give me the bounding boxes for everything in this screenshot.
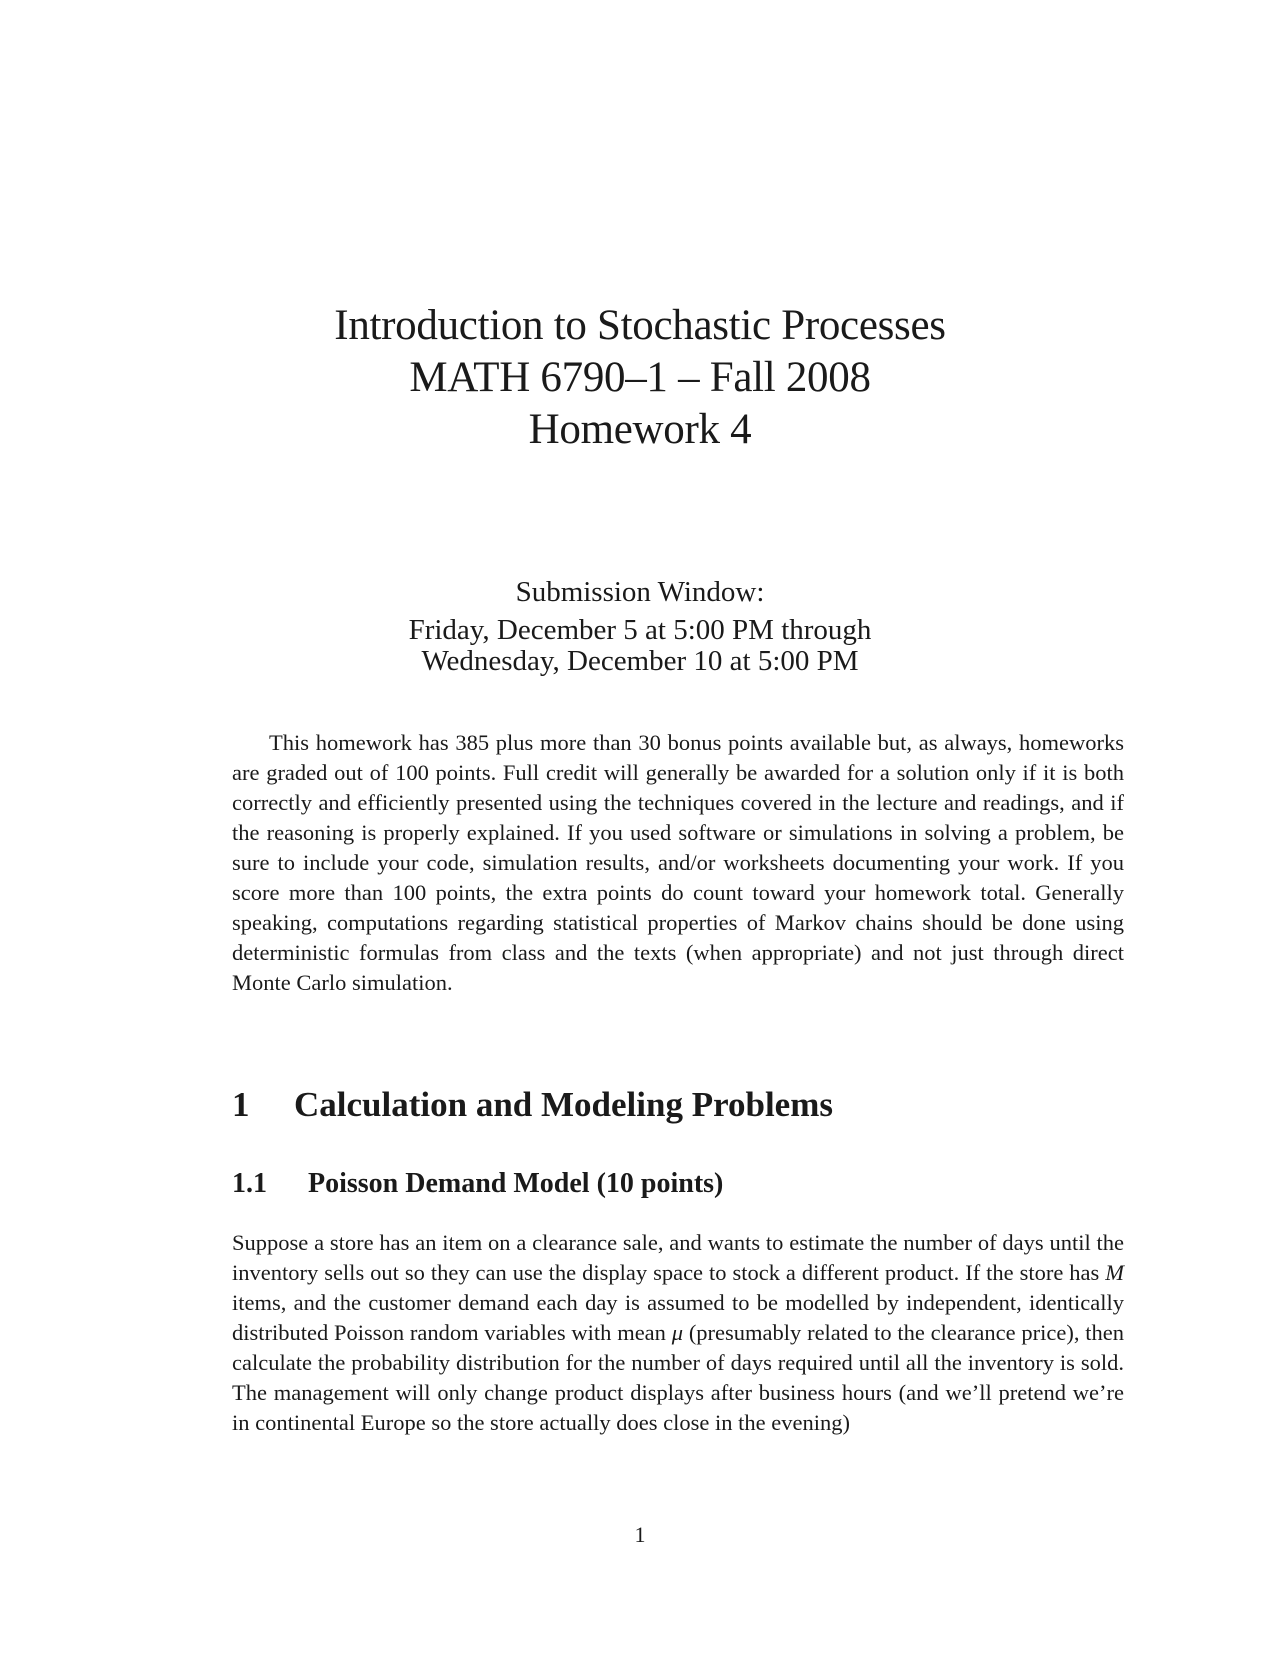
assignment-name: Homework 4 <box>528 406 752 453</box>
page-number: 1 <box>634 1522 646 1547</box>
submission-start: Friday, December 5 at 5:00 PM through <box>408 614 872 646</box>
problem-text-part2: items, and the customer demand each day is assumed to be modelled by independent, identically distributed Poisson random variables with mean <box>232 1290 1124 1345</box>
course-code-term: MATH 6790–1 – Fall 2008 <box>409 354 871 401</box>
subsection-number: 1.1 <box>232 1168 267 1199</box>
submission-end: Wednesday, December 10 at 5:00 PM <box>421 645 859 677</box>
course-name: Introduction to Stochastic Processes <box>334 302 946 349</box>
variable-mu: μ <box>671 1320 684 1345</box>
submission-window <box>0 577 1280 677</box>
problem-text-part3: (presumably related to the clearance price), then calculate the probability distribution for the number of days required until all the inventory is sold. The management will only change product displays after business hours (and we’ll pretend we’re in continental Europe so the store actually does close in the evening) <box>232 1320 1124 1435</box>
variable-m: M <box>1105 1260 1124 1285</box>
subsection-heading <box>232 1167 723 1201</box>
problem-paragraph <box>232 1228 1124 1438</box>
problem-text-part1: Suppose a store has an item on a clearance sale, and wants to estimate the number of days until the inventory sells out so they can use the display space to stock a different product. If the store has <box>232 1230 1124 1285</box>
section-heading <box>232 1085 833 1125</box>
section-title: Calculation and Modeling Problems <box>294 1085 833 1124</box>
intro-paragraph: This homework has 385 plus more than 30 bonus points available but, as always, homeworks are graded out of 100 points. Full credit will generally be awarded for a solution only if it is both correctly and efficiently presented using the techniques covered in the lecture and readings, and if the reasoning is properly explained. If you used software or simulations in solving a problem, be sure to include your code, simulation results, and/or worksheets documenting your work. If you score more than 100 points, the extra points do count toward your homework total. Generally speaking, computations regarding statistical properties of Markov chains should be done using deterministic formulas from class and the texts (when appropriate) and not just through direct Monte Carlo simulation. <box>232 730 1124 995</box>
section-number: 1 <box>232 1085 250 1124</box>
submission-heading: Submission Window: <box>515 576 765 608</box>
subsection-title: Poisson Demand Model (10 points) <box>308 1168 724 1199</box>
document-title <box>0 300 1280 456</box>
